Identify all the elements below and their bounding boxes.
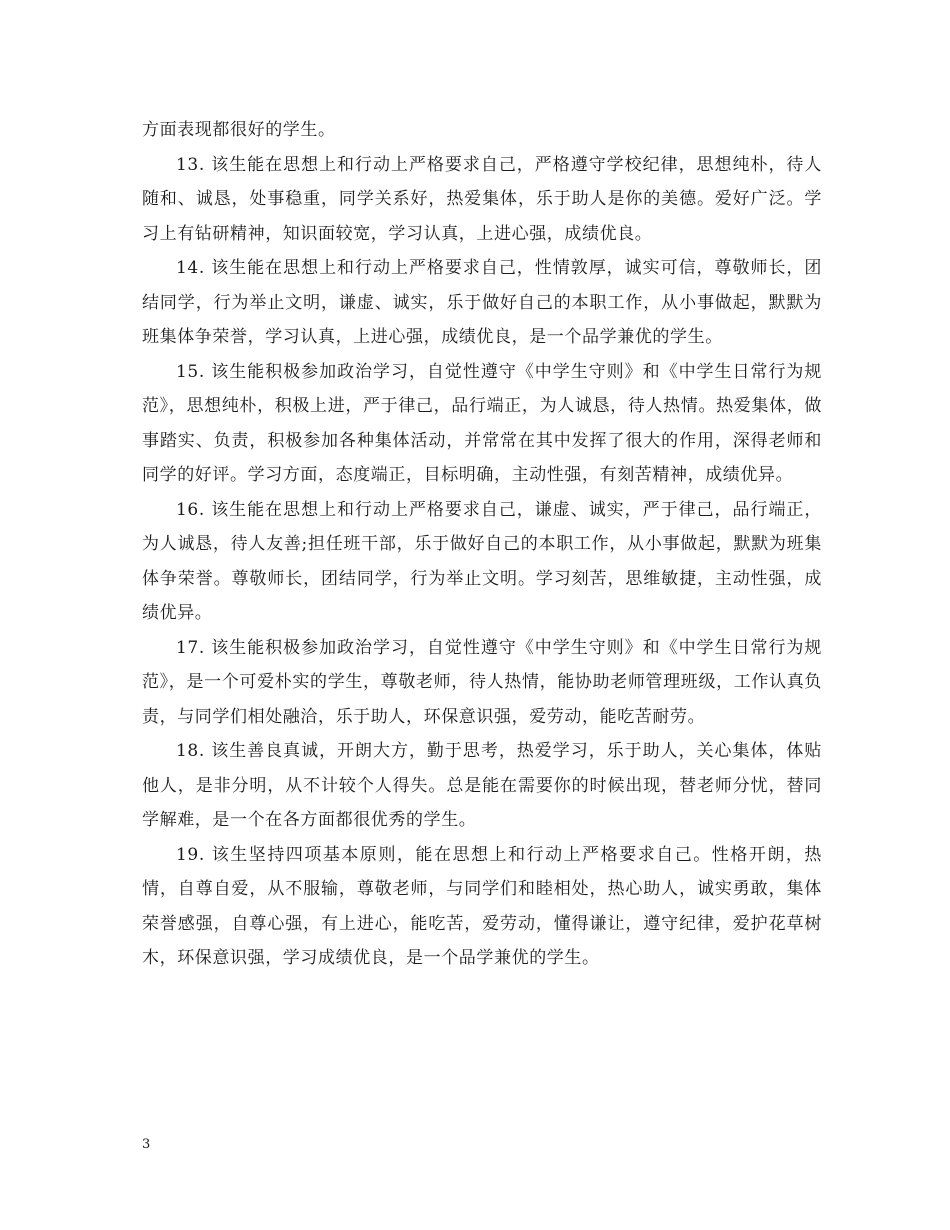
page-number: 3 [142, 1137, 151, 1152]
document-body [142, 113, 822, 976]
comment-item-16: 16. 该生能在思想上和行动上严格要求自己，谦虚、诚实，严于律己，品行端正，为人诚恳，待人友善;担任班干部，乐于做好自己的本职工作，从小事做起，默默为班集体争荣誉。尊敬师长，团结同学，行为举止文明。学习刻苦，思维敏捷，主动性强，成绩优异。 [142, 499, 822, 623]
comment-item-19: 19. 该生坚持四项基本原则，能在思想上和行动上严格要求自己。性格开朗，热情，自尊自爱，从不服输，尊敬老师，与同学们和睦相处，热心助人，诚实勇敢，集体荣誉感强，自尊心强，有上进心，能吃苦，爱劳动，懂得谦让，遵守纪律，爱护花草树木，环保意识强，学习成绩优良，是一个品学兼优的学生。 [142, 844, 822, 968]
comment-item-14: 14. 该生能在思想上和行动上严格要求自己，性情敦厚，诚实可信，尊敬师长，团结同学，行为举止文明，谦虚、诚实，乐于做好自己的本职工作，从小事做起，默默为班集体争荣誉，学习认真，上进心强，成绩优良，是一个品学兼优的学生。 [142, 258, 822, 347]
comment-item-13: 13. 该生能在思想上和行动上严格要求自己，严格遵守学校纪律，思想纯朴，待人随和、诚恳，处事稳重，同学关系好，热爱集体，乐于助人是你的美德。爱好广泛。学习上有钻研精神，知识面较宽，学习认真，上进心强，成绩优良。 [142, 154, 822, 244]
comment-item-17: 17. 该生能积极参加政治学习，自觉性遵守《中学生守则》和《中学生日常行为规范》，是一个可爱朴实的学生，尊敬老师，待人热情，能协助老师管理班级，工作认真负责，与同学们相处融洽，乐于助人，环保意识强，爱劳动，能吃苦耐劳。 [142, 637, 822, 727]
comment-item-15: 15. 该生能积极参加政治学习，自觉性遵守《中学生守则》和《中学生日常行为规范》，思想纯朴，积极上进，严于律己，品行端正，为人诚恳，待人热情。热爱集体，做事踏实、负责，积极参加各种集体活动，并常常在其中发挥了很大的作用，深得老师和同学的好评。学习方面，态度端正，目标明确，主动性强，有刻苦精神，成绩优异。 [142, 361, 822, 485]
comment-item-18: 18. 该生善良真诚，开朗大方，勤于思考，热爱学习，乐于助人，关心集体，体贴他人，是非分明，从不计较个人得失。总是能在需要你的时候出现，替老师分忧，替同学解难，是一个在各方面都很优秀的学生。 [142, 741, 822, 830]
paragraph-continuation: 方面表现都很好的学生。 [142, 120, 336, 140]
